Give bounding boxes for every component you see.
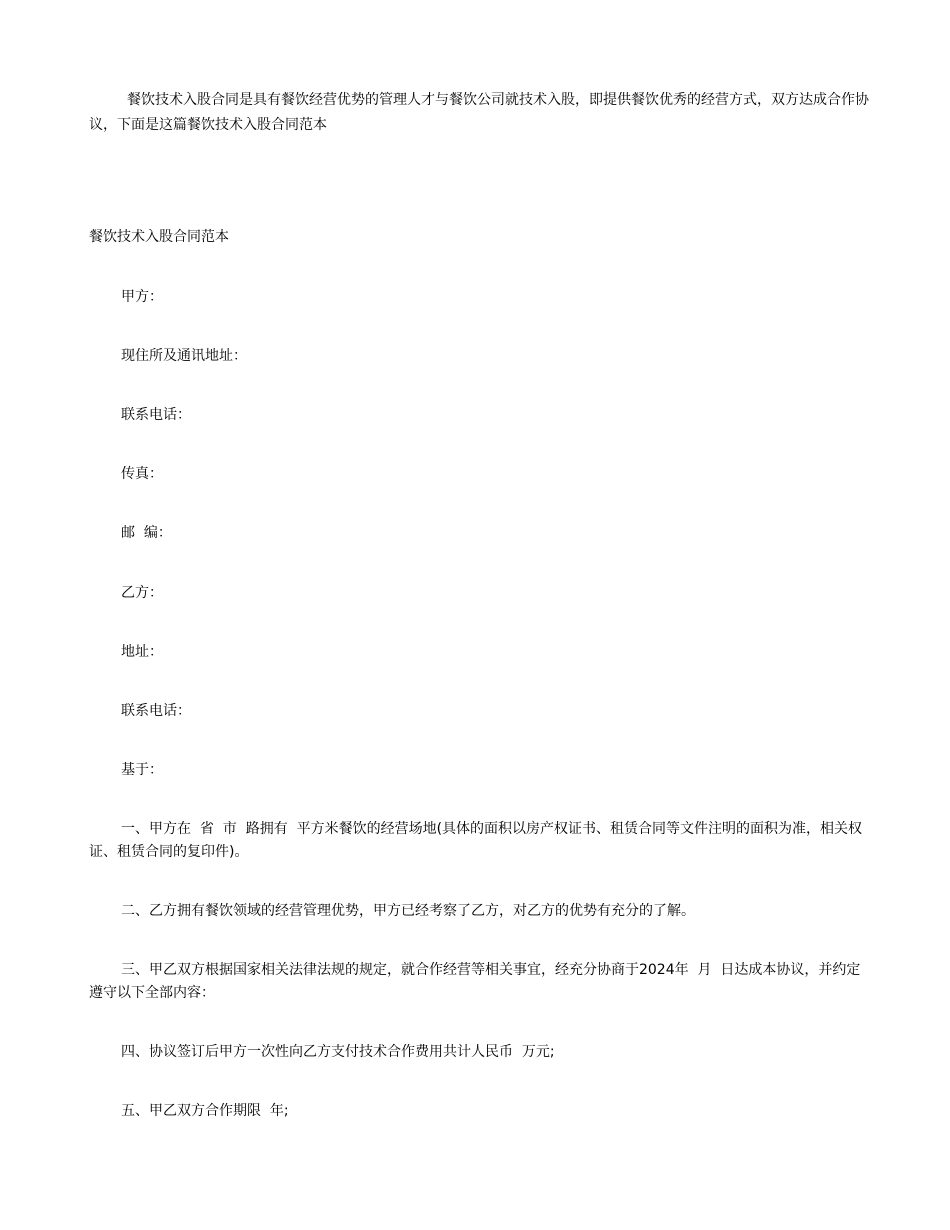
document-title: 餐饮技术入股合同范本 — [89, 229, 229, 245]
party-a-phone-label: 联系电话： — [121, 407, 191, 423]
party-a-label: 甲方： — [121, 289, 163, 305]
party-b-phone-label: 联系电话： — [121, 703, 191, 719]
basis-label: 基于： — [121, 762, 163, 778]
party-a-fax-label: 传真： — [121, 466, 163, 482]
party-a-address-label: 现住所及通讯地址： — [121, 348, 247, 364]
clause-2: 二、乙方拥有餐饮领域的经营管理优势，甲方已经考察了乙方，对乙方的优势有充分的了解。 — [121, 903, 695, 919]
clause-1: 一、甲方在 省 市 路拥有 平方米餐饮的经营场地(具体的面积以房产权证书、租赁合同等文件注明的面积为准，相关权证、租赁合同的复印件)。 — [89, 821, 863, 860]
clause-3: 三、甲乙双方根据国家相关法律法规的规定，就合作经营等相关事宜，经充分协商于2024年 月 日达成本协议，并约定遵守以下全部内容： — [89, 962, 861, 1001]
party-b-address-label: 地址： — [121, 644, 163, 660]
party-b-label: 乙方： — [121, 585, 163, 601]
clause-4: 四、协议签订后甲方一次性向乙方支付技术合作费用共计人民币 万元; — [121, 1044, 555, 1060]
intro-paragraph: 餐饮技术入股合同是具有餐饮经营优势的管理人才与餐饮公司就技术入股，即提供餐饮优秀的经营方式，双方达成合作协议，下面是这篇餐饮技术入股合同范本 — [89, 92, 869, 133]
party-a-postcode-label: 邮 编： — [121, 525, 172, 541]
clause-5: 五、甲乙双方合作期限 年; — [121, 1103, 289, 1119]
